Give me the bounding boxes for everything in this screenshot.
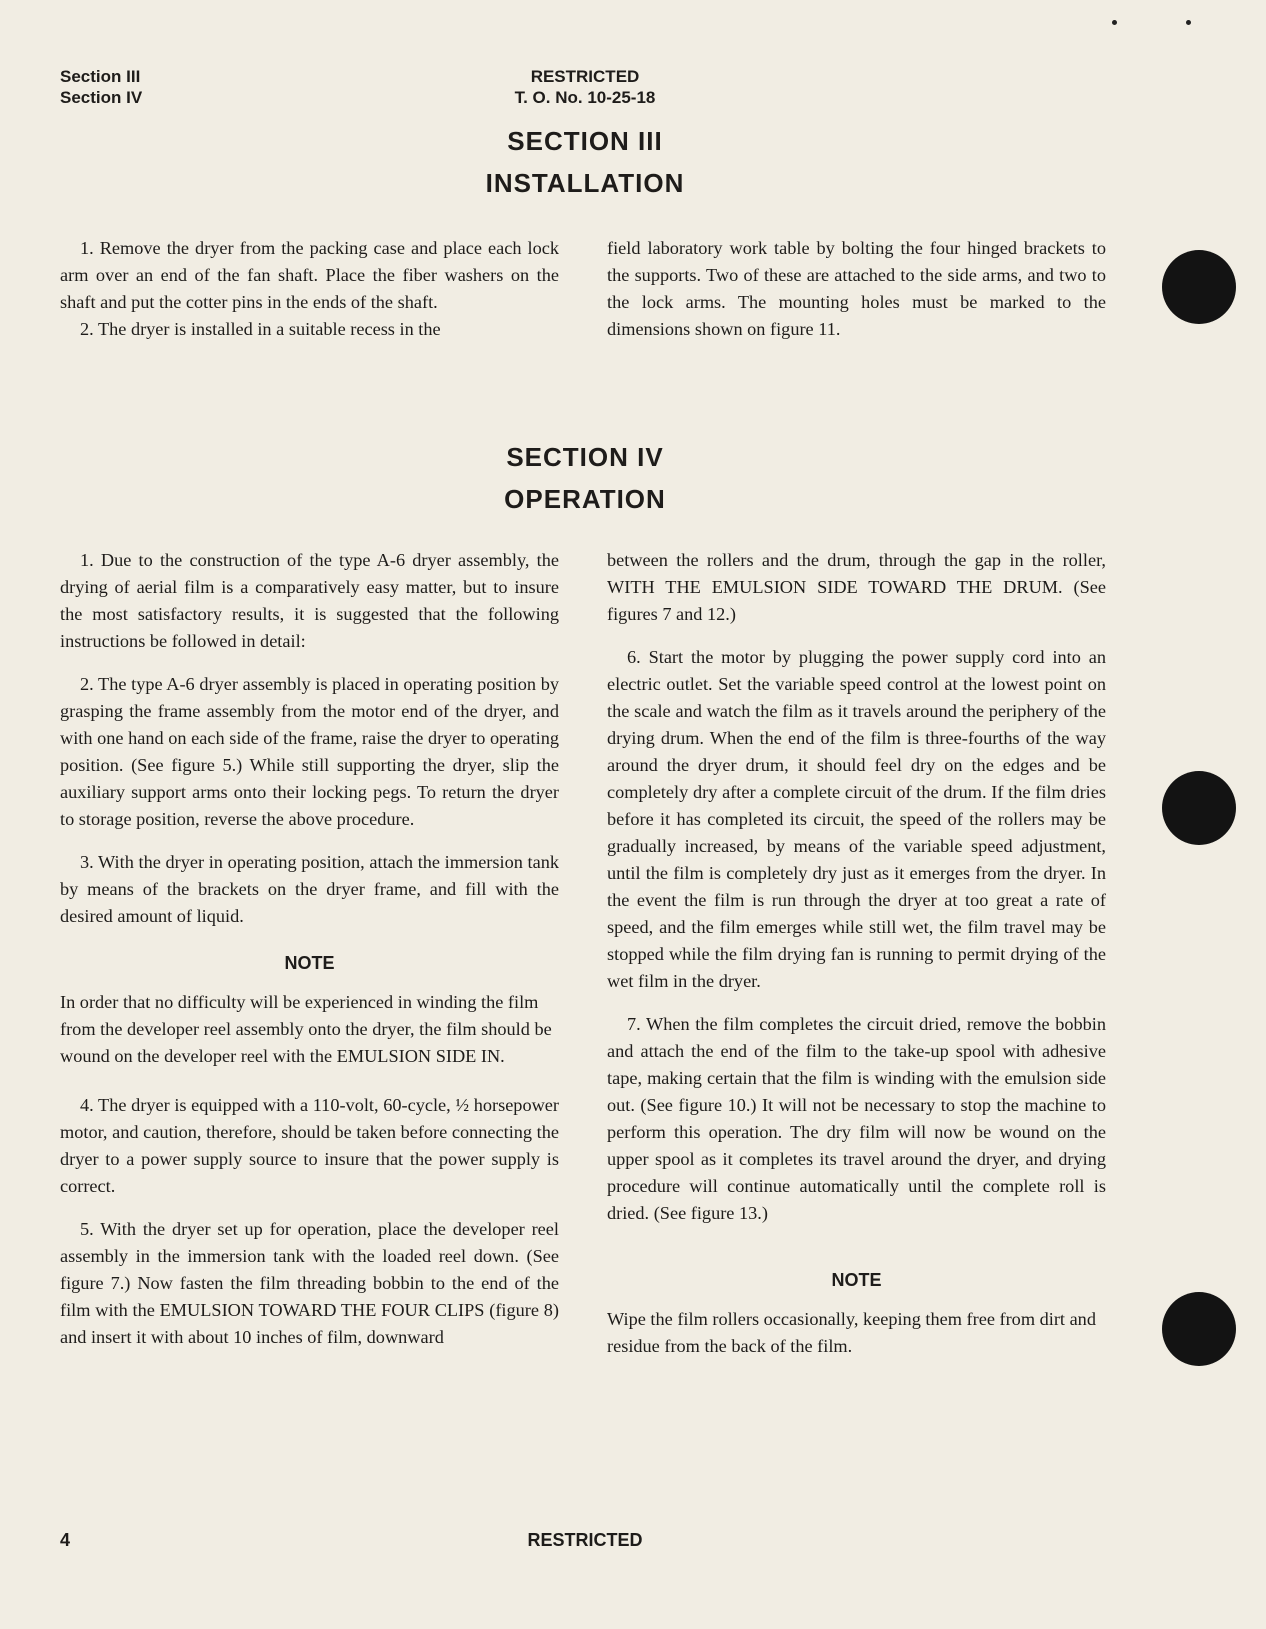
operation-paragraph-4: 4. The dryer is equipped with a 110-volt, 60-cycle, ½ horsepower motor, and caution, therefore, should be taken before connecting the dryer to a power supply source to insure that the power supply is correct.: [60, 1095, 559, 1196]
section-iv-left-column: [60, 547, 559, 1351]
section-iii-left-column: [60, 235, 559, 343]
document-header-center: [0, 66, 1170, 108]
note-heading-right: NOTE: [831, 1270, 882, 1290]
classification-marking: RESTRICTED: [530, 67, 640, 86]
paper-speck: [1112, 20, 1117, 25]
operation-paragraph-5: 5. With the dryer set up for operation, place the developer reel assembly in the immersion tank with the loaded reel down. (See figure 7.) Now fasten the film threading bobbin to the end of the film with the EMULSION TOWARD THE FOUR CLIPS (figure 8) and insert it with about 10 inches of film, downward: [60, 1219, 559, 1347]
operation-paragraph-2: 2. The type A-6 dryer assembly is placed in operating position by grasping the frame assembly from the motor end of the dryer, and with one hand on each side of the frame, raise the dryer to operating position. (See figure 5.) While still supporting the dryer, slip the auxiliary support arms onto their locking pegs. To return the dryer to storage position, reverse the above procedure.: [60, 674, 559, 829]
note-text-left: In order that no difficulty will be experienced in winding the film from the developer reel assembly onto the dryer, the film should be wound on the developer reel with the EMULSION SIDE IN.: [60, 992, 552, 1066]
header-section-iii: Section III: [60, 67, 141, 86]
section-iii-right-column: [607, 235, 1106, 343]
operation-paragraph-1: 1. Due to the construction of the type A-6 dryer assembly, the drying of aerial film is a comparatively easy matter, but to insure the most satisfactory results, it is suggested that the following instructions be followed in detail:: [60, 550, 559, 651]
section-iv-title: SECTION IV: [506, 442, 664, 472]
section-iii-title: SECTION III: [507, 126, 663, 156]
operation-paragraph-7: 7. When the film completes the circuit dried, remove the bobbin and attach the end of the film to the take-up spool with adhesive tape, making certain that the film is winding with the emulsion side out. (See figure 10.) It will not be necessary to stop the machine to perform this operation. The dry film will now be wound on the upper spool as it completes its travel around the dryer, and drying procedure will continue automatically until the complete roll is dried. (See figure 13.): [607, 1014, 1106, 1223]
section-iv-right-column: [607, 547, 1106, 1360]
header-section-iv: Section IV: [60, 88, 143, 107]
installation-paragraph-2: 2. The dryer is installed in a suitable recess in the: [80, 319, 441, 339]
installation-paragraph-2-cont: field laboratory work table by bolting the four hinged brackets to the supports. Two of these are attached to the side arms, and two to the lock arms. The mounting holes must be marked to the dimensions shown on figure 11.: [607, 238, 1106, 339]
footer-classification-marking: RESTRICTED: [527, 1530, 643, 1550]
binder-hole-top: [1162, 250, 1236, 324]
operation-paragraph-5-cont: between the rollers and the drum, through the gap in the roller, WITH THE EMULSION SIDE TOWARD THE DRUM. (See figures 7 and 12.): [607, 550, 1106, 624]
note-heading-left: NOTE: [284, 953, 335, 973]
operation-paragraph-6: 6. Start the motor by plugging the power supply cord into an electric outlet. Set the variable speed control at the lowest point on the scale and watch the film as it travels around the periphery of the drying drum. When the end of the film is three-fourths of the way around the dryer drum, it should feel dry on the edges and be completely dry after a complete circuit of the drum. If the film dries before it has completed its circuit, the speed of the rollers may be gradually increased, by means of the variable speed adjustment, until the film is completely dry just as it emerges from the dryer. In the event the film is run through the dryer at too great a rate of speed, and the film emerges while still wet, the film travel may be stopped while the film drying fan is running to permit drying of the wet film in the dryer.: [607, 647, 1106, 991]
technical-order-number: T. O. No. 10-25-18: [514, 88, 656, 107]
paper-speck: [1186, 20, 1191, 25]
operation-paragraph-3: 3. With the dryer in operating position, attach the immersion tank by means of the brackets on the dryer frame, and fill with the desired amount of liquid.: [60, 852, 559, 926]
installation-paragraph-1: 1. Remove the dryer from the packing case and place each lock arm over an end of the fan shaft. Place the fiber washers on the shaft and put the cotter pins in the ends of the shaft.: [60, 238, 559, 312]
section-iii-subtitle: INSTALLATION: [485, 168, 685, 198]
section-iv-subtitle: OPERATION: [504, 484, 666, 514]
binder-hole-bottom: [1162, 1292, 1236, 1366]
binder-hole-middle: [1162, 771, 1236, 845]
note-text-right: Wipe the film rollers occasionally, keeping them free from dirt and residue from the back of the film.: [607, 1309, 1096, 1356]
page-number: 4: [60, 1530, 71, 1550]
